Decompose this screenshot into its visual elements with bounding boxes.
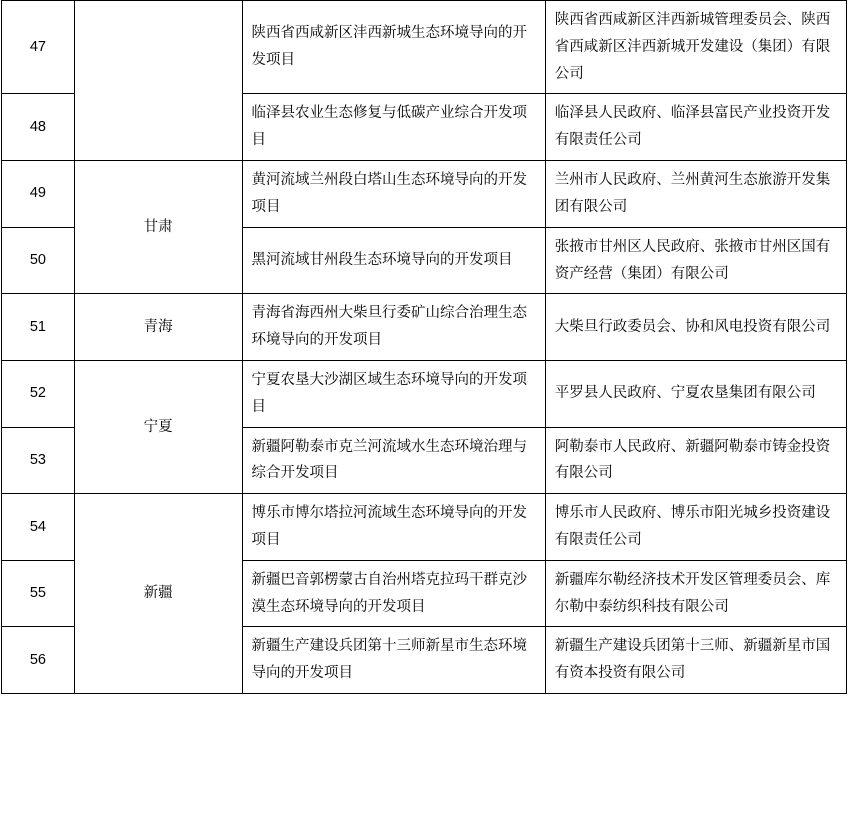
row-region bbox=[74, 1, 242, 161]
row-entity: 张掖市甘州区人民政府、张掖市甘州区国有资产经营（集团）有限公司 bbox=[545, 227, 846, 294]
row-project: 新疆巴音郭楞蒙古自治州塔克拉玛干群克沙漠生态环境导向的开发项目 bbox=[242, 560, 545, 627]
table-row bbox=[2, 1, 847, 94]
table-body bbox=[2, 1, 847, 694]
row-entity: 博乐市人民政府、博乐市阳光城乡投资建设有限责任公司 bbox=[545, 494, 846, 561]
table-row bbox=[2, 161, 847, 228]
row-project: 宁夏农垦大沙湖区域生态环境导向的开发项目 bbox=[242, 360, 545, 427]
row-number: 48 bbox=[2, 94, 75, 161]
row-entity: 兰州市人民政府、兰州黄河生态旅游开发集团有限公司 bbox=[545, 161, 846, 228]
row-number: 54 bbox=[2, 494, 75, 561]
row-entity: 新疆库尔勒经济技术开发区管理委员会、库尔勒中泰纺织科技有限公司 bbox=[545, 560, 846, 627]
row-number: 53 bbox=[2, 427, 75, 494]
project-list-table bbox=[1, 0, 847, 694]
row-project: 新疆生产建设兵团第十三师新星市生态环境导向的开发项目 bbox=[242, 627, 545, 694]
row-region: 宁夏 bbox=[74, 360, 242, 493]
row-number: 49 bbox=[2, 161, 75, 228]
row-number: 52 bbox=[2, 360, 75, 427]
row-entity: 阿勒泰市人民政府、新疆阿勒泰市铸金投资有限公司 bbox=[545, 427, 846, 494]
row-entity: 大柴旦行政委员会、协和风电投资有限公司 bbox=[545, 294, 846, 361]
row-region: 新疆 bbox=[74, 494, 242, 694]
row-entity: 临泽县人民政府、临泽县富民产业投资开发有限责任公司 bbox=[545, 94, 846, 161]
row-region: 青海 bbox=[74, 294, 242, 361]
row-number: 56 bbox=[2, 627, 75, 694]
table-row bbox=[2, 494, 847, 561]
row-entity: 陕西省西咸新区沣西新城管理委员会、陕西省西咸新区沣西新城开发建设（集团）有限公司 bbox=[545, 1, 846, 94]
table-row bbox=[2, 360, 847, 427]
row-number: 55 bbox=[2, 560, 75, 627]
row-number: 50 bbox=[2, 227, 75, 294]
row-project: 陕西省西咸新区沣西新城生态环境导向的开发项目 bbox=[242, 1, 545, 94]
table-row bbox=[2, 294, 847, 361]
row-number: 47 bbox=[2, 1, 75, 94]
row-project: 新疆阿勒泰市克兰河流域水生态环境治理与综合开发项目 bbox=[242, 427, 545, 494]
row-region: 甘肃 bbox=[74, 161, 242, 294]
row-project: 临泽县农业生态修复与低碳产业综合开发项目 bbox=[242, 94, 545, 161]
row-entity: 新疆生产建设兵团第十三师、新疆新星市国有资本投资有限公司 bbox=[545, 627, 846, 694]
row-entity: 平罗县人民政府、宁夏农垦集团有限公司 bbox=[545, 360, 846, 427]
row-project: 博乐市博尔塔拉河流域生态环境导向的开发项目 bbox=[242, 494, 545, 561]
row-project: 黑河流域甘州段生态环境导向的开发项目 bbox=[242, 227, 545, 294]
row-project: 青海省海西州大柴旦行委矿山综合治理生态环境导向的开发项目 bbox=[242, 294, 545, 361]
row-number: 51 bbox=[2, 294, 75, 361]
row-project: 黄河流域兰州段白塔山生态环境导向的开发项目 bbox=[242, 161, 545, 228]
